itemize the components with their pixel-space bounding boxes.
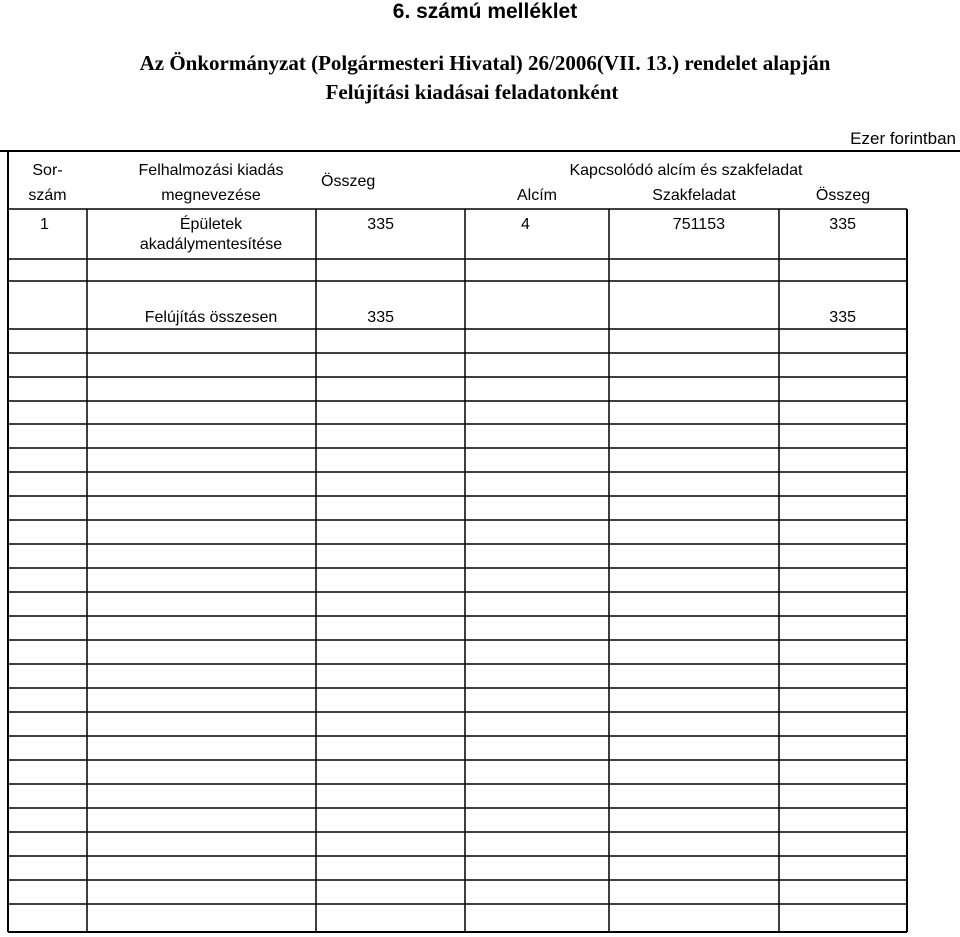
header-szakfeladat: Szakfeladat xyxy=(652,187,736,204)
total-osszeg: 335 xyxy=(367,309,394,326)
header-kapcsolodo: Kapcsolódó alcím és szakfeladat xyxy=(569,162,803,179)
header-alcim: Alcím xyxy=(517,187,557,204)
header-sorszam: Sor- szám xyxy=(28,162,67,204)
row-megnevezes: Épületek akadálymentesítése xyxy=(139,216,283,253)
row-alcim: 4 xyxy=(521,216,530,233)
document-subtitle: Felújítási kiadásai feladatonként xyxy=(325,80,619,104)
header-megnevezes: Felhalmozási kiadás megnevezése xyxy=(138,162,284,204)
appendix-title: 6. számú melléklet xyxy=(392,0,578,23)
total-kapcsolodo-osszeg: 335 xyxy=(829,309,856,326)
row-osszeg: 335 xyxy=(367,216,394,233)
header-osszeg: Összeg xyxy=(321,173,376,190)
total-label: Felújítás összesen xyxy=(144,309,278,326)
row-szakfeladat: 751153 xyxy=(672,216,725,233)
header-kapcsolodo-osszeg: Összeg xyxy=(815,187,871,204)
row-sorszam: 1 xyxy=(40,216,49,233)
document-title: Az Önkormányzat (Polgármesteri Hivatal) 26/2006(VII. 13.) rendelet alapján xyxy=(139,51,831,75)
unit-label: Ezer forintban xyxy=(850,129,956,148)
row-kapcsolodo-osszeg: 335 xyxy=(829,216,856,233)
